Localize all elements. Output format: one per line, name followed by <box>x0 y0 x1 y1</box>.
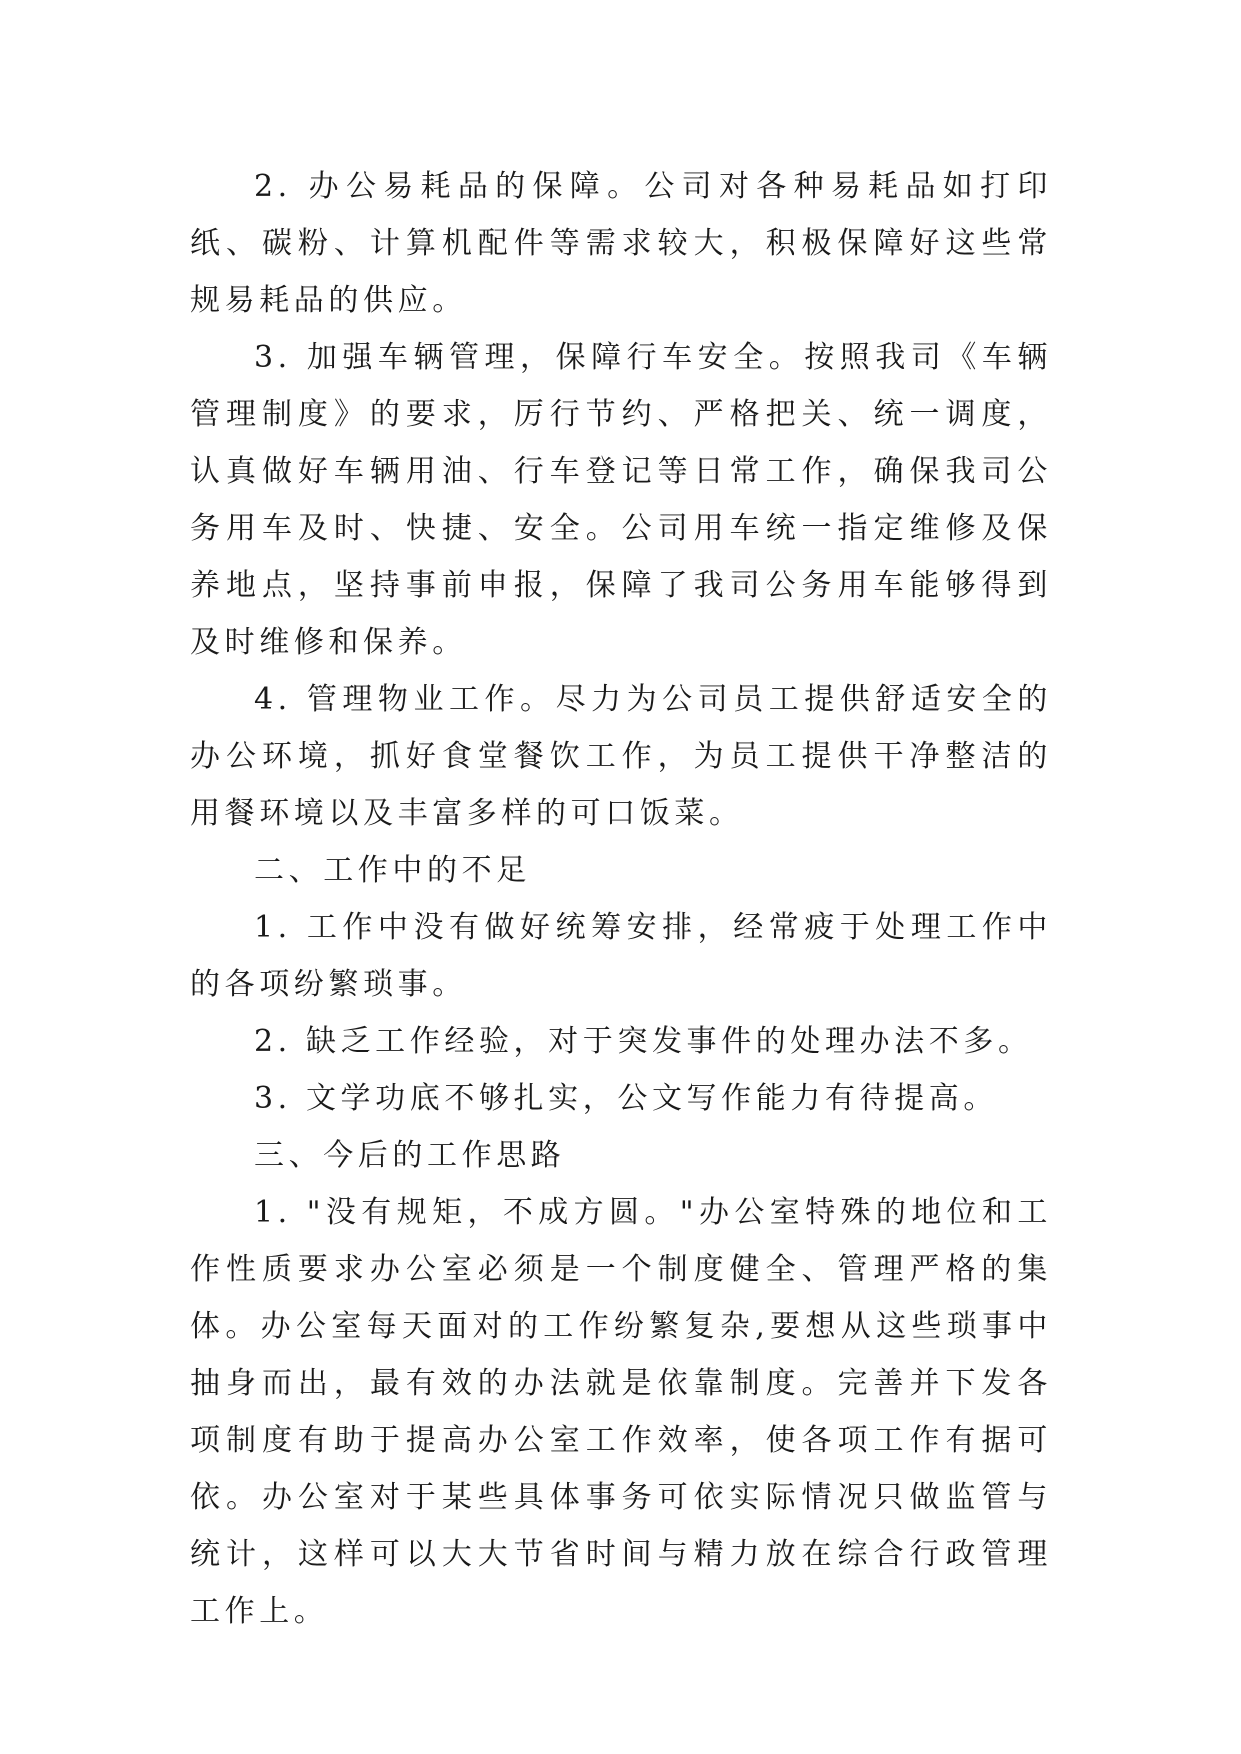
section-heading-shortcomings: 二、工作中的不足 <box>254 853 531 888</box>
paragraph-property-management: 4. 管理物业工作。尽力为公司员工提供舒适安全的办公环境，抓好食堂餐饮工作，为员工提供干净整洁的用餐环境以及丰富多样的可口饭菜。 <box>190 682 1052 831</box>
paragraph-shortcoming-2: 2. 缺乏工作经验，对于突发事件的处理办法不多。 <box>254 1024 1033 1059</box>
paragraph-office-supplies: 2. 办公易耗品的保障。公司对各种易耗品如打印纸、碳粉、计算机配件等需求较大，积极保障好这些常规易耗品的供应。 <box>190 169 1052 318</box>
paragraph-vehicle-management: 3. 加强车辆管理，保障行车安全。按照我司《车辆管理制度》的要求，厉行节约、严格把关、统一调度，认真做好车辆用油、行车登记等日常工作，确保我司公务用车及时、快捷、安全。公司用车统一指定维修及保养地点，坚持事前申报，保障了我司公务用车能够得到及时维修和保养。 <box>190 340 1052 660</box>
document-body <box>190 158 1052 1640</box>
paragraph-future-plan-1: 1. "没有规矩，不成方圆。"办公室特殊的地位和工作性质要求办公室必须是一个制度健全、管理严格的集体。办公室每天面对的工作纷繁复杂,要想从这些琐事中抽身而出，最有效的办法就是依靠制度。完善并下发各项制度有助于提高办公室工作效率，使各项工作有据可依。办公室对于某些具体事务可依实际情况只做监管与统计，这样可以大大节省时间与精力放在综合行政管理工作上。 <box>190 1195 1052 1629</box>
paragraph-shortcoming-1: 1. 工作中没有做好统筹安排，经常疲于处理工作中的各项纷繁琐事。 <box>190 910 1052 1002</box>
section-heading-future-plans: 三、今后的工作思路 <box>254 1138 566 1173</box>
paragraph-shortcoming-3: 3. 文学功底不够扎实，公文写作能力有待提高。 <box>254 1081 998 1116</box>
